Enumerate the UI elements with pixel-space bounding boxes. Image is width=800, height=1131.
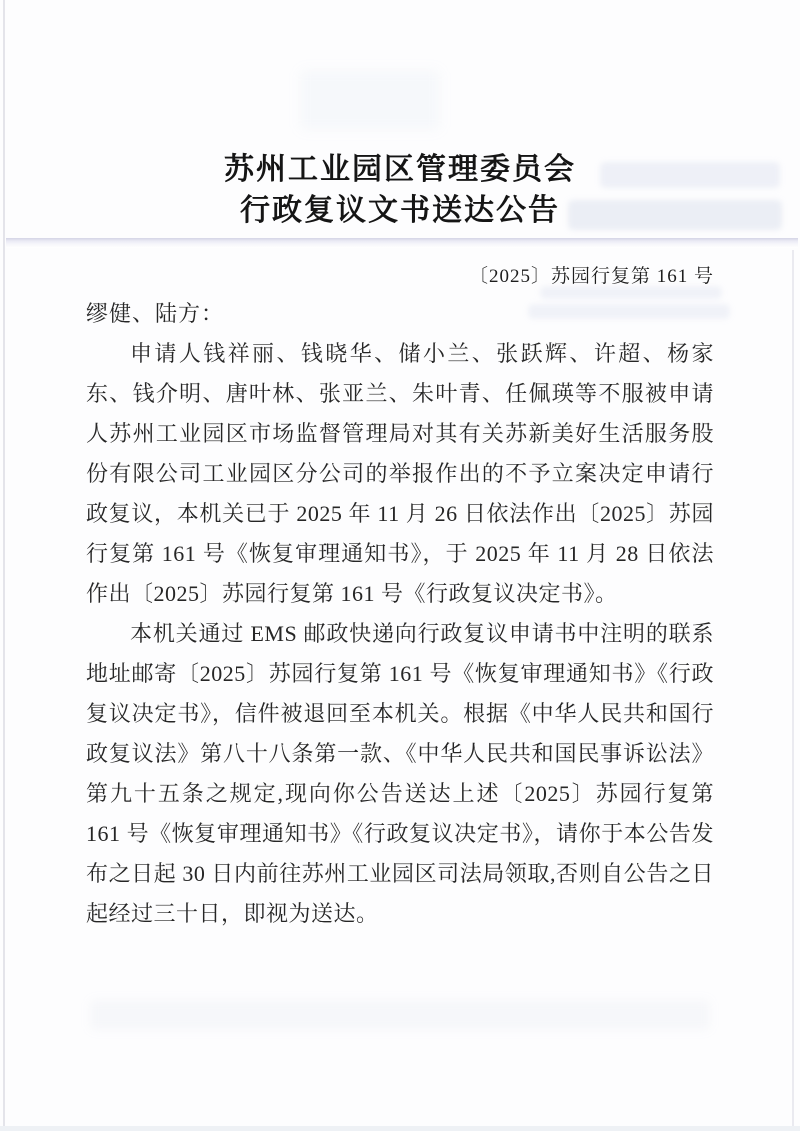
salutation: 缪健、陆方： <box>86 301 225 326</box>
scan-edge-bottom <box>0 1126 800 1131</box>
paragraph-2: 本机关通过 EMS 邮政快递向行政复议申请书中注明的联系地址邮寄〔2025〕苏园行复第 161 号《恢复审理通知书》《行政复议决定书》，信件被退回至本机关。根据《中华人民共和国行政复议法》第八十八条第一款、《中华人民共和国民事诉讼法》第九十五条之规定,现向你公告送达上述〔2025〕苏园行复第 161 号《恢复审理通知书》《行政复议决定书》，请你于本公告发布之日起 30 日内前往苏州工业园区司法局领取,否则自公告之日起经过三十日，即视为送达。 <box>86 621 714 926</box>
bleedthrough-artifact <box>90 1000 710 1030</box>
paragraph-1: 申请人钱祥丽、钱晓华、储小兰、张跃辉、许超、杨家东、钱介明、唐叶林、张亚兰、朱叶青、任佩瑛等不服被申请人苏州工业园区市场监督管理局对其有关苏新美好生活服务股份有限公司工业园区分公司的举报作出的不予立案决定申请行政复议，本机关已于 2025 年 11 月 26 日依法作出〔2025〕苏园行复第 161 号《恢复审理通知书》，于 2025 年 11 月 28 日依法作出〔2025〕苏园行复第 161 号《行政复议决定书》。 <box>86 341 714 606</box>
document-title <box>0 149 800 231</box>
scan-edge-right <box>792 250 794 1131</box>
title-line-1: 苏州工业园区管理委员会 <box>224 153 576 186</box>
scan-fold-crease <box>6 238 798 248</box>
title-line-2: 行政复议文书送达公告 <box>240 194 560 227</box>
document-number: 〔2025〕苏园行复第 161 号 <box>468 266 714 287</box>
bleedthrough-artifact <box>300 70 440 130</box>
document-body <box>86 260 714 934</box>
